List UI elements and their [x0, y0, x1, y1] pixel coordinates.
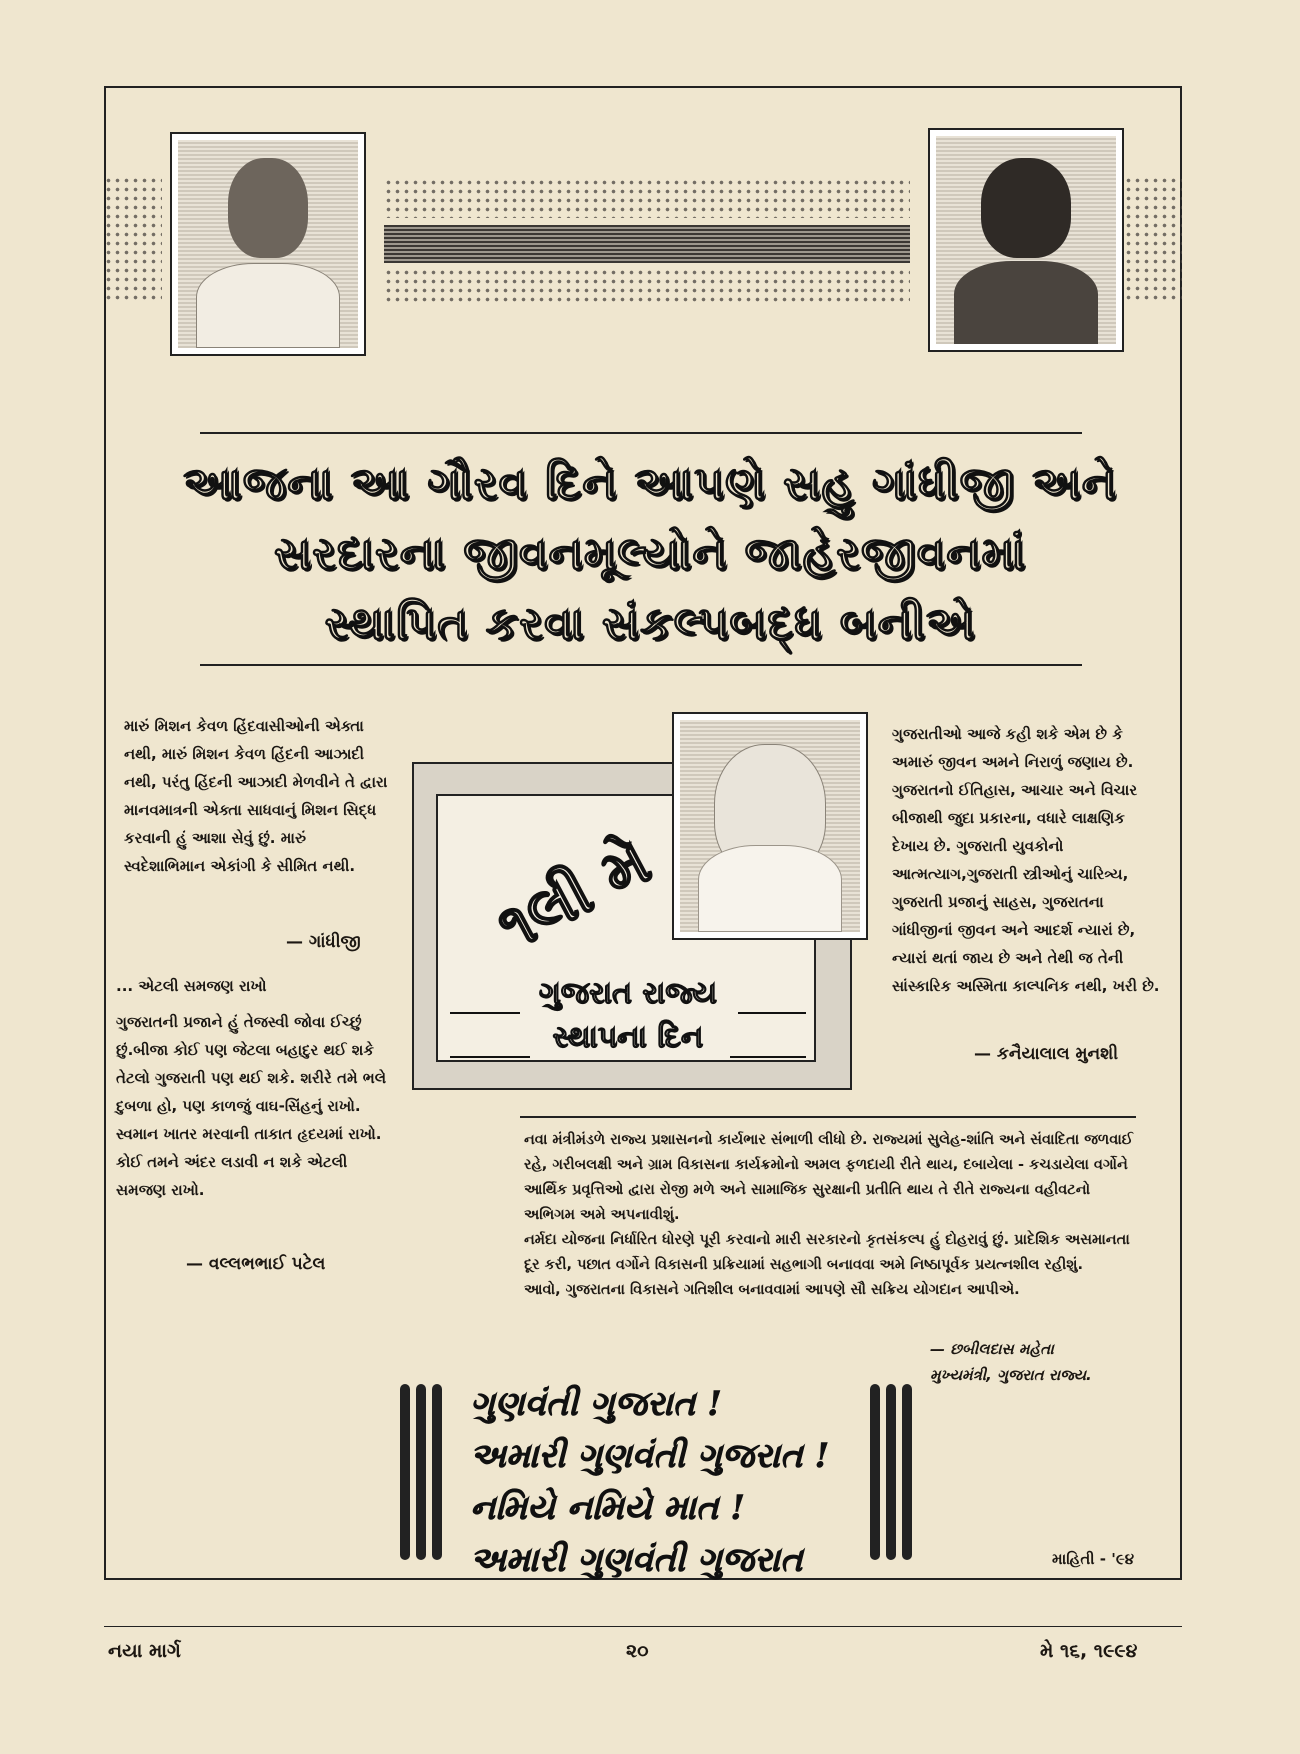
poem-line-3: નમિયે નમિયે માત ! — [470, 1488, 746, 1528]
poem-line-1: ગુણવંતી ગુજરાત ! — [470, 1384, 722, 1424]
title-rule-right-1 — [738, 1012, 806, 1014]
gandhi-quote: મારું મિશન કેવળ હિંદવાસીઓની એક્તા નથી, મારું મિશન કેવળ હિંદની આઝાદી નથી, પરંતુ હિંદની આઝાદી મેળવીને તે દ્વારા માનવમાત્રની એક્તા સાધવાનું મિશન સિદ્ધ કરવાની હું આશા સેવું છું. મારું સ્વદેશાભિમાન એકાંગી કે સીમિત નથી. — [124, 717, 388, 875]
chief-minister-message — [524, 1128, 1144, 1303]
gunvanti-gujarat-poem — [470, 1378, 829, 1586]
message-paragraph-2: નર્મદા યોજના નિર્ધારિત ધોરણે પૂરી કરવાનો મારી સરકારનો કૃતસંકલ્પ હું દોહરાવું છું. પ્રાદેશિક અસમાનતા દૂર કરી, પછાત વર્ગોને વિકાસની પ્રક્રિયામાં સહભાગી બનાવવા અમે નિષ્ઠાપૂર્વક પ્રયત્નશીલ રહીશું. — [524, 1232, 1130, 1273]
chief-minister-name: — છબીલદાસ મહેતા — [930, 1340, 1054, 1358]
patel-quote-heading: ... એટલી સમજણ રાખો — [116, 977, 267, 995]
message-paragraph-1: નવા મંત્રીમંડળે રાજ્ય પ્રશાસનનો કાર્યભાર સંભાળી લીધો છે. રાજ્યમાં સુલેહ-શાંતિ અને સંવાદિતા જળવાઈ રહે, ગરીબલક્ષી અને ગ્રામ વિકાસના કાર્યક્રમોનો અમલ ફળદાયી રીતે થાય, દબાયેલા - કચડાયેલા વર્ગોને આર્થિક પ્રવૃત્તિઓ દ્વારા રોજી મળે અને સામાજિક સુરક્ષાની પ્રતીતિ થાય તે રીતે રાજ્યના વહીવટનો અભિગમ અમે અપનાવીશું. — [524, 1132, 1134, 1223]
munshi-quote: ગુજરાતીઓ આજે કહી શકે એમ છે કે અમારું જીવન અમને નિરાળું જણાય છે. ગુજરાતનો ઈતિહાસ, આચાર અને વિચાર બીજાથી જુદા પ્રકારના, વધારે લાક્ષણિક દેખાય છે. ગુજરાતી યુવકોનો આત્મત્યાગ,ગુજરાતી સ્ત્રીઓનું ચારિત્ર્ય, ગુજરાતી પ્રજાનું સાહસ, ગુજરાતના ગાંધીજીનાં જીવન અને આદર્શ ન્યારાં છે, ન્યારાં થતાં જાય છે અને તેથી જ તેની સાંસ્કારિક અસ્મિતા કાલ્પનિક નથી, ખરી છે. — [892, 725, 1160, 995]
top-ornament-row — [384, 178, 910, 218]
publication-name: નયા માર્ગ — [108, 1640, 181, 1662]
gandhi-signature: — ગાંધીજી — [286, 932, 361, 952]
headline-line-2: સરદારના જીવનમૂલ્યોને જાહેરજીવનમાં — [273, 526, 1027, 580]
right-ornament — [1124, 176, 1182, 302]
title-rule-left-2 — [450, 1056, 530, 1058]
chief-minister-portrait — [672, 712, 868, 940]
left-ornament — [104, 176, 162, 302]
gandhi-portrait — [170, 132, 366, 356]
bottom-ornament-row — [384, 268, 910, 304]
title-rule-right-2 — [730, 1056, 806, 1058]
poem-left-bracket — [400, 1384, 444, 1560]
title-line-2: સ્થાપના દિન — [552, 1020, 704, 1055]
title-rule-left-1 — [450, 1012, 520, 1014]
page-number: ૨૦ — [626, 1640, 649, 1662]
poem-line-4: અમારી ગુણવંતી ગુજરાત — [470, 1540, 803, 1580]
center-stripe-band — [384, 225, 910, 263]
credit-text: માહિતી - '૯૪ — [1052, 1550, 1134, 1568]
issue-date: મે ૧૬, ૧૯૯૪ — [1040, 1640, 1138, 1662]
headline-bottom-rule — [200, 664, 1082, 666]
poem-right-bracket — [870, 1384, 914, 1560]
date-text: ૧લી મે — [486, 824, 662, 965]
patel-quote: ગુજરાતની પ્રજાને હું તેજસ્વી જોવા ઈચ્છું છું.બીજા કોઈ પણ જેટલા બહાદુર થઈ શકે તેટલો ગુજરાતી પણ થઈ શકે. શરીરે તમે ભલે દુબળા હો, પણ કાળજું વાઘ-સિંહનું રાખો. સ્વમાન ખાતર મરવાની તાકાત હૃદયમાં રાખો. કોઈ તમને અંદર લડાવી ન શકે એટલી સમજણ રાખો. — [116, 1013, 387, 1199]
poem-line-2: અમારી ગુણવંતી ગુજરાત ! — [470, 1436, 830, 1476]
footer-rule — [104, 1626, 1182, 1627]
patel-signature: — વલ્લભભાઈ પટેલ — [186, 1254, 326, 1274]
message-paragraph-3: આવો, ગુજરાતના વિકાસને ગતિશીલ બનાવવામાં આપણે સૌ સક્રિય યોગદાન આપીએ. — [524, 1282, 1020, 1298]
chief-minister-title: મુખ્યમંત્રી, ગુજરાત રાજ્ય. — [930, 1366, 1092, 1384]
headline-top-rule — [200, 432, 1082, 434]
munshi-signature: — કનૈયાલાલ મુનશી — [974, 1044, 1119, 1064]
headline-line-3: સ્થાપિત કરવા સંકલ્પબદ્ધ બનીએ — [324, 596, 976, 650]
headline-line-1: આજના આ ગૌરવ દિને આપણે સહુ ગાંધીજી અને — [183, 456, 1117, 510]
sardar-patel-portrait — [928, 128, 1124, 352]
headline — [150, 448, 1150, 658]
title-line-1: ગુજરાત રાજ્ય — [538, 976, 718, 1011]
message-top-rule — [520, 1116, 1136, 1118]
